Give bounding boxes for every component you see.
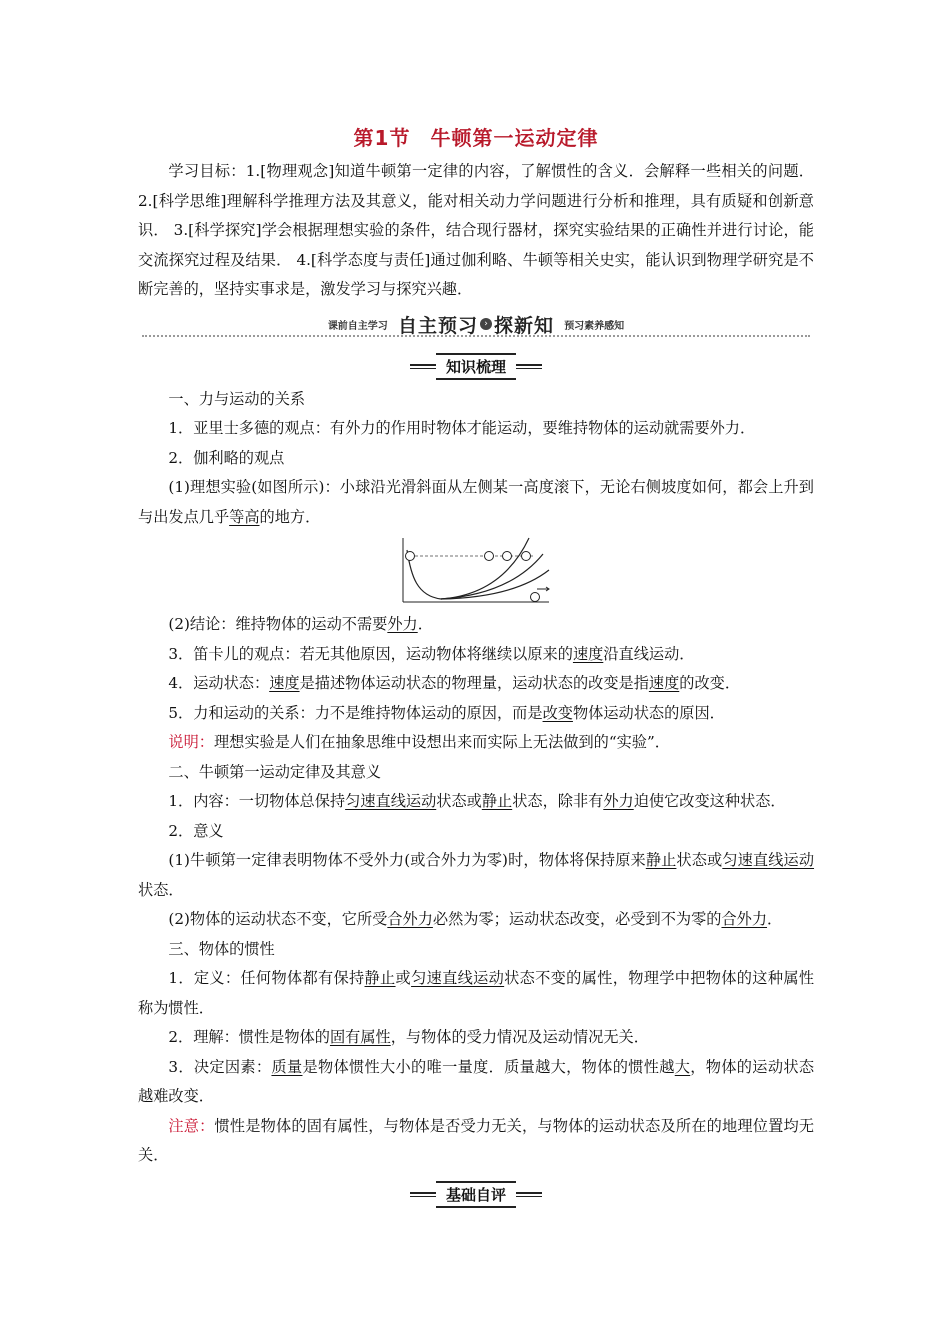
banner-right-label: 预习素养感知	[564, 320, 625, 332]
part1-line4: (2)结论：维持物体的运动不需要外力．	[168, 615, 433, 633]
part1-line3: (1)理想实验(如图所示)：小球沿光滑斜面从左侧某一高度滚下，无论右侧坡度如何，都会上升到与出发点几乎等高的地方．	[138, 478, 814, 526]
ideal-experiment-figure	[138, 536, 814, 606]
part1-line2: 2．伽利略的观点	[168, 448, 285, 467]
part1-line5: 3．笛卡儿的观点：若无其他原因，运动物体将继续以原来的速度沿直线运动．	[168, 644, 695, 663]
heading-knowledge-label: 知识梳理	[436, 353, 516, 380]
note-label: 说明：	[168, 733, 214, 751]
part1-line1: 1．亚里士多德的观点：有外力的作用时物体才能运动，要维持物体的运动就需要外力．	[168, 419, 756, 437]
banner-main-title: 自主预习	[397, 314, 478, 337]
part3-line1: 1．定义：任何物体都有保持静止或匀速直线运动状态不变的属性，物理学中把物体的这种属性称为惯性．	[138, 969, 815, 1017]
section-name: 牛顿第一运动定律	[430, 126, 599, 150]
heading-self-test-label: 基础自评	[436, 1181, 516, 1208]
heading-self-test	[138, 1181, 814, 1207]
part1-note: 说明：理想实验是人们在抽象思维中设想出来而实际上无法做到的“实验”．	[168, 733, 670, 751]
page-title	[138, 122, 814, 151]
part3-line3: 3．决定因素：质量是物体惯性大小的唯一量度．质量越大，物体的惯性越大，物体的运动状态越难改变．	[138, 1057, 815, 1105]
part3-note: 注意：惯性是物体的固有属性，与物体是否受力无关，与物体的运动状态及所在的地理位置均无关．	[138, 1116, 815, 1164]
section-number: 第1节	[353, 126, 411, 150]
part3-heading: 三、物体的惯性	[168, 939, 275, 958]
banner-main-subtitle: 探新知	[494, 314, 555, 337]
part1-line6: 4．运动状态：速度是描述物体运动状态的物理量，运动状态的改变是指速度的改变．	[168, 674, 740, 692]
arrow-right-icon: ›	[480, 318, 492, 330]
part1-heading: 一、力与运动的关系	[168, 389, 306, 408]
incline-diagram	[401, 536, 551, 604]
banner-left-label: 课前自主学习	[327, 320, 388, 332]
document-page	[138, 118, 814, 1213]
part2-line3: (1)牛顿第一定律表明物体不受外力(或合外力为零)时，物体将保持原来静止状态或匀速直线运动状态．	[138, 851, 815, 899]
section-banner	[138, 309, 814, 343]
part2-line4: (2)物体的运动状态不变，它所受合外力必然为零；运动状态改变，必受到不为零的合外力．	[168, 910, 783, 928]
learning-objectives: 学习目标：1.[物理观念]知道牛顿第一定律的内容，了解惯性的含义．会解释一些相关的问题． 2.[科学思维]理解科学推理方法及其意义，能对相关动力学问题进行分析和推理，具有质疑和创新意识． 3.[科学探究]学会根据理想实验的条件，结合现行器材，探究实验结果的正确性并进行讨论，能交流探究过程及结果． 4.[科学态度与责任]通过伽利略、牛顿等相关史实，能认识到物理学研究是不断完善的，坚持实事求是，激发学习与探究兴趣．	[138, 162, 814, 298]
part2-line1: 1．内容：一切物体总保持匀速直线运动状态或静止状态，除非有外力迫使它改变这种状态．	[168, 792, 786, 810]
part2-line2: 2．意义	[168, 821, 224, 840]
part1-line7: 5．力和运动的关系：力不是维持物体运动的原因，而是改变物体运动状态的原因．	[168, 703, 725, 722]
part3-line2: 2．理解：惯性是物体的固有属性，与物体的受力情况及运动情况无关．	[168, 1028, 649, 1046]
part2-heading: 二、牛顿第一运动定律及其意义	[168, 762, 382, 781]
note-label: 注意：	[168, 1116, 215, 1135]
heading-knowledge	[138, 353, 814, 379]
